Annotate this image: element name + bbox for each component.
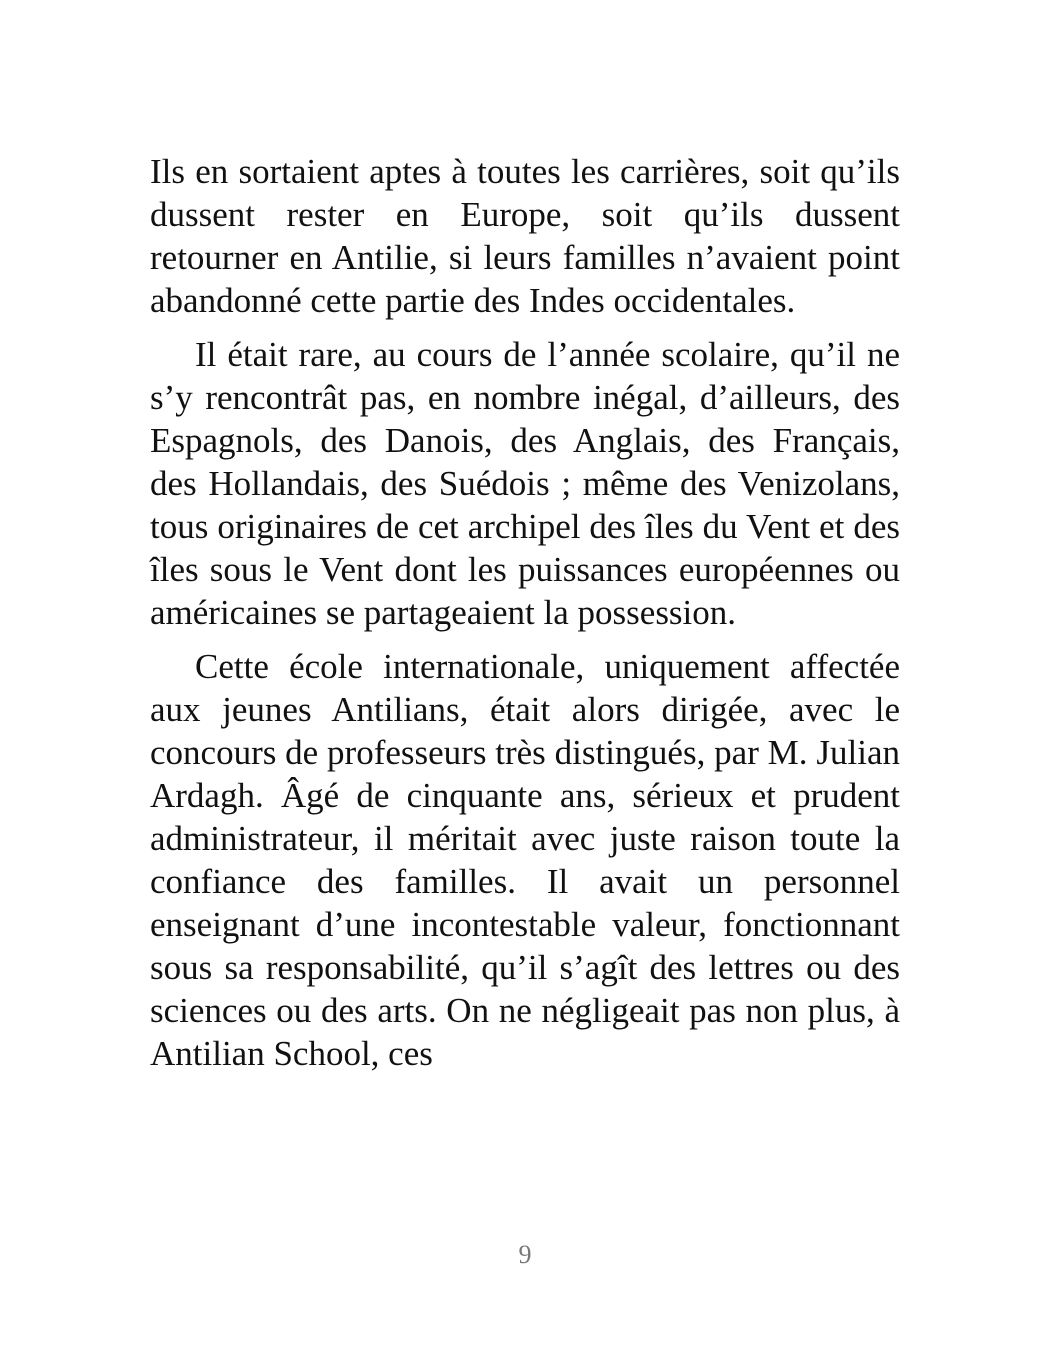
paragraph-2: Il était rare, au cours de l’année scolaire, qu’il ne s’y rencontrât pas, en nombre inégal, d’ailleurs, des Espagnols, des Danois, des Anglais, des Français, des Hollandais, des Suédois ; même des Venizolans, tous originaires de cet archipel des îles du Vent et des îles sous le Vent dont les puissances européennes ou américaines se partageaient la possession. bbox=[150, 335, 900, 632]
page-number: 9 bbox=[518, 1240, 532, 1269]
paragraph-1: Ils en sortaient aptes à toutes les carrières, soit qu’ils dussent rester en Europe, soit qu’ils dussent retourner en Antilie, si leurs familles n’avaient point abandonné cette partie des Indes occidentales. bbox=[150, 152, 900, 320]
paragraph-3: Cette école internationale, uniquement affectée aux jeunes Antilians, était alors dirigée, avec le concours de professeurs très distingués, par M. Julian Ardagh. Âgé de cinquante ans, sérieux et prudent administrateur, il méritait avec juste raison toute la confiance des familles. Il avait un personnel enseignant d’une incontestable valeur, fonctionnant sous sa responsabilité, qu’il s’agît des lettres ou des sciences ou des arts. On ne négligeait pas non plus, à Antilian School, ces bbox=[150, 647, 900, 1073]
body-text bbox=[150, 150, 900, 1086]
